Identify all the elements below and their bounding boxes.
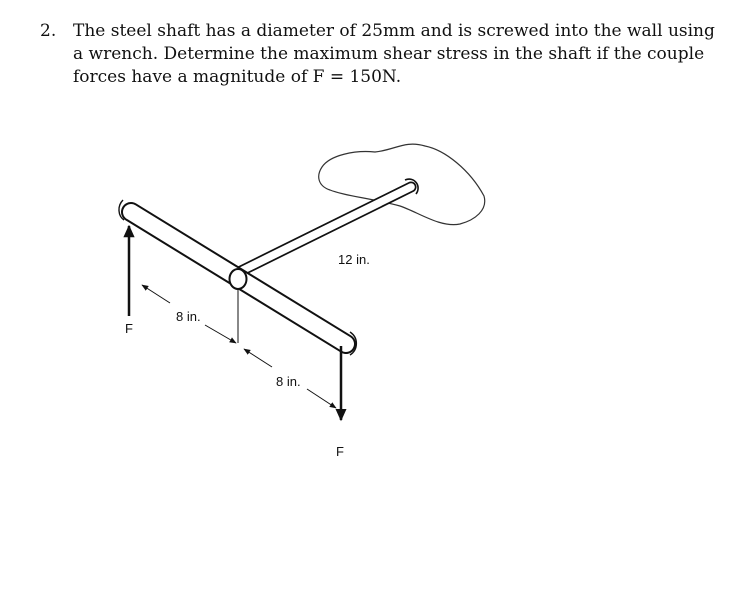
- dimension-left-upper: [142, 285, 170, 303]
- label-arm-left: 8 in.: [176, 309, 201, 324]
- label-force-right: F: [336, 444, 344, 459]
- dimension-left-lower: [205, 325, 236, 343]
- dimension-right-upper: [244, 349, 272, 367]
- steel-shaft: [241, 179, 418, 271]
- wall-outline: [319, 144, 485, 225]
- label-force-left: F: [125, 321, 133, 336]
- problem-text: The steel shaft has a diameter of 25mm and is screwed into the wall using a wrench. Determine the maximum shear stress in the shaft if the couple forces have a magnitude of F = 150N.: [73, 21, 715, 87]
- shaft-end-circle: [230, 269, 247, 289]
- problem-number: 2.: [40, 21, 57, 41]
- label-arm-right: 8 in.: [276, 374, 301, 389]
- label-shaft-length: 12 in.: [338, 252, 370, 267]
- dimension-right-lower: [307, 389, 336, 408]
